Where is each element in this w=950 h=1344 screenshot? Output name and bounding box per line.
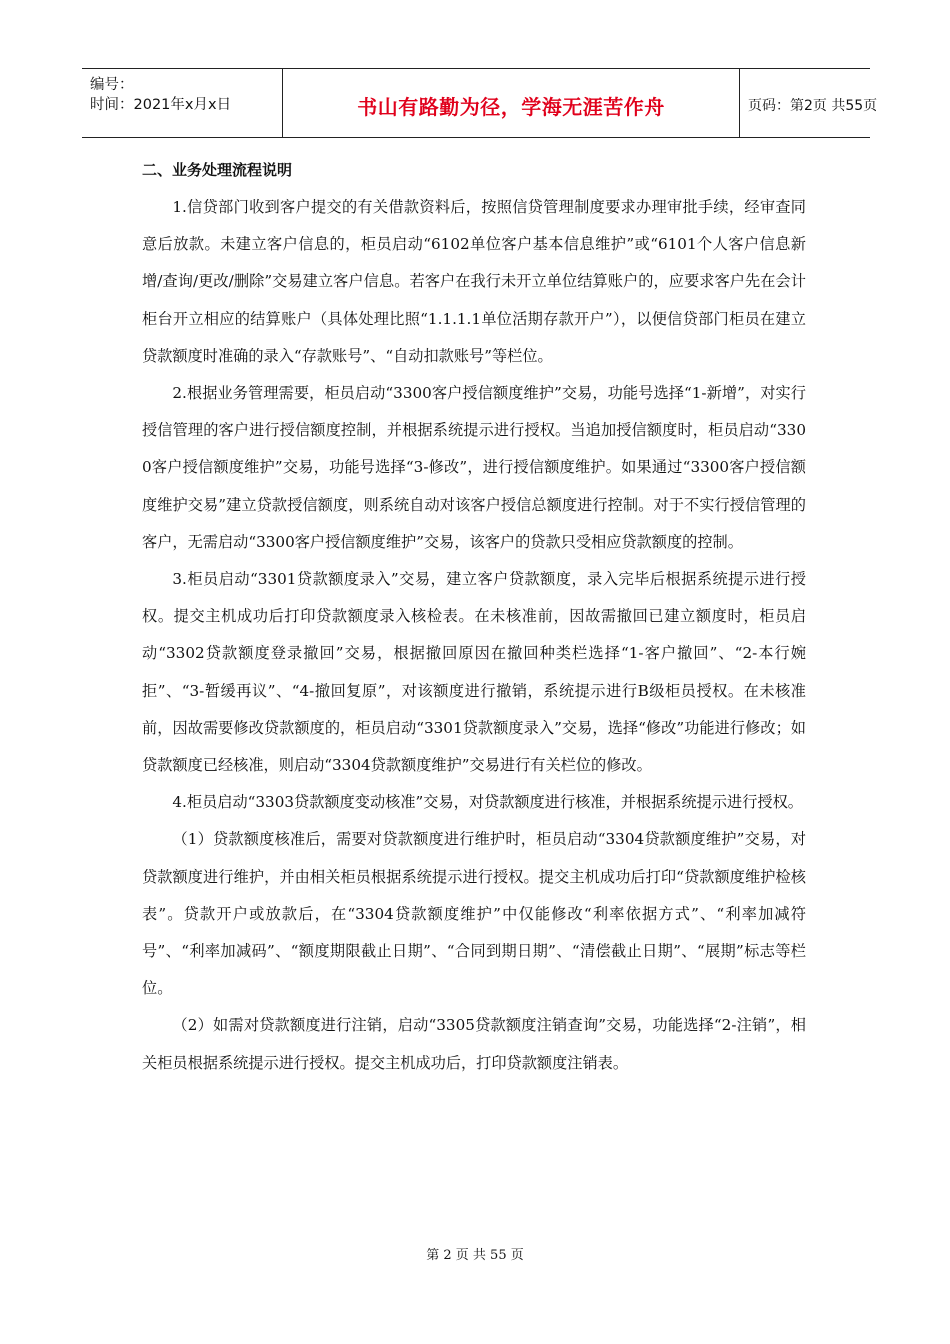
header-page-info: 页码：第2页 共55页 (748, 98, 878, 114)
header-left-cell (82, 69, 282, 137)
paragraph-4-1: （1）贷款额度核准后，需要对贷款额度进行维护时，柜员启动“3304贷款额度维护”交易，对贷款额度进行维护，并由相关柜员根据系统提示进行授权。提交主机成功后打印“贷款额度维护检核表”。贷款开户或放款后，在“3304贷款额度维护”中仅能修改“利率依据方式”、“利率加减符号”、“利率加减码”、“额度期限截止日期”、“合同到期日期”、“清偿截止日期”、“展期”标志等栏位。 (142, 830, 806, 998)
paragraph-1: 1.信贷部门收到客户提交的有关借款资料后，按照信贷管理制度要求办理审批手续，经审查同意后放款。未建立客户信息的，柜员启动“6102单位客户基本信息维护”或“6101个人客户信息新增/查询/更改/删除”交易建立客户信息。若客户在我行未开立单位结算账户的，应要求客户先在会计柜台开立相应的结算账户（具体处理比照“1.1.1.1单位活期存款开户”），以便信贷部门柜员在建立贷款额度时准确的录入“存款账号”、“自动扣款账号”等栏位。 (142, 198, 806, 365)
header-motto: 书山有路勤为径，学海无涯苦作舟 (357, 95, 665, 119)
document-header (82, 68, 878, 138)
document-number-label: 编号： (90, 77, 134, 93)
header-motto-cell (282, 69, 740, 137)
paragraph-2: 2.根据业务管理需要，柜员启动“3300客户授信额度维护”交易，功能号选择“1-新增”，对实行授信管理的客户进行授信额度控制，并根据系统提示进行授权。当追加授信额度时，柜员启动“3300客户授信额度维护”交易，功能号选择“3-修改”，进行授信额度维护。如果通过“3300客户授信额度维护交易”建立贷款授信额度，则系统自动对该客户授信总额度进行控制。对于不实行授信管理的客户，无需启动“3300客户授信额度维护”交易，该客户的贷款只受相应贷款额度的控制。 (142, 384, 806, 551)
page-footer: 第 2 页 共 55 页 (426, 1248, 524, 1263)
document-body (142, 152, 806, 1082)
paragraph-4: 4.柜员启动“3303贷款额度变动核准”交易，对贷款额度进行核准，并根据系统提示进行授权。 (172, 793, 803, 812)
paragraph-3: 3.柜员启动“3301贷款额度录入”交易，建立客户贷款额度，录入完毕后根据系统提示进行授权。提交主机成功后打印贷款额度录入核检表。在未核准前，因故需撤回已建立额度时，柜员启动“3302贷款额度登录撤回”交易，根据撤回原因在撤回种类栏选择“1-客户撤回”、“2-本行婉拒”、“3-暂缓再议”、“4-撤回复原”，对该额度进行撤销，系统提示进行B级柜员授权。在未核准前，因故需要修改贷款额度的，柜员启动“3301贷款额度录入”交易，选择“修改”功能进行修改；如贷款额度已经核准，则启动“3304贷款额度维护”交易进行有关栏位的修改。 (142, 570, 806, 775)
header-page-cell (740, 69, 878, 137)
section-title: 二、业务处理流程说明 (142, 161, 293, 179)
document-date-label: 时间：2021年x月x日 (90, 97, 232, 113)
paragraph-4-2: （2）如需对贷款额度进行注销，启动“3305贷款额度注销查询”交易，功能选择“2-注销”，相关柜员根据系统提示进行授权。提交主机成功后，打印贷款额度注销表。 (142, 1016, 806, 1072)
